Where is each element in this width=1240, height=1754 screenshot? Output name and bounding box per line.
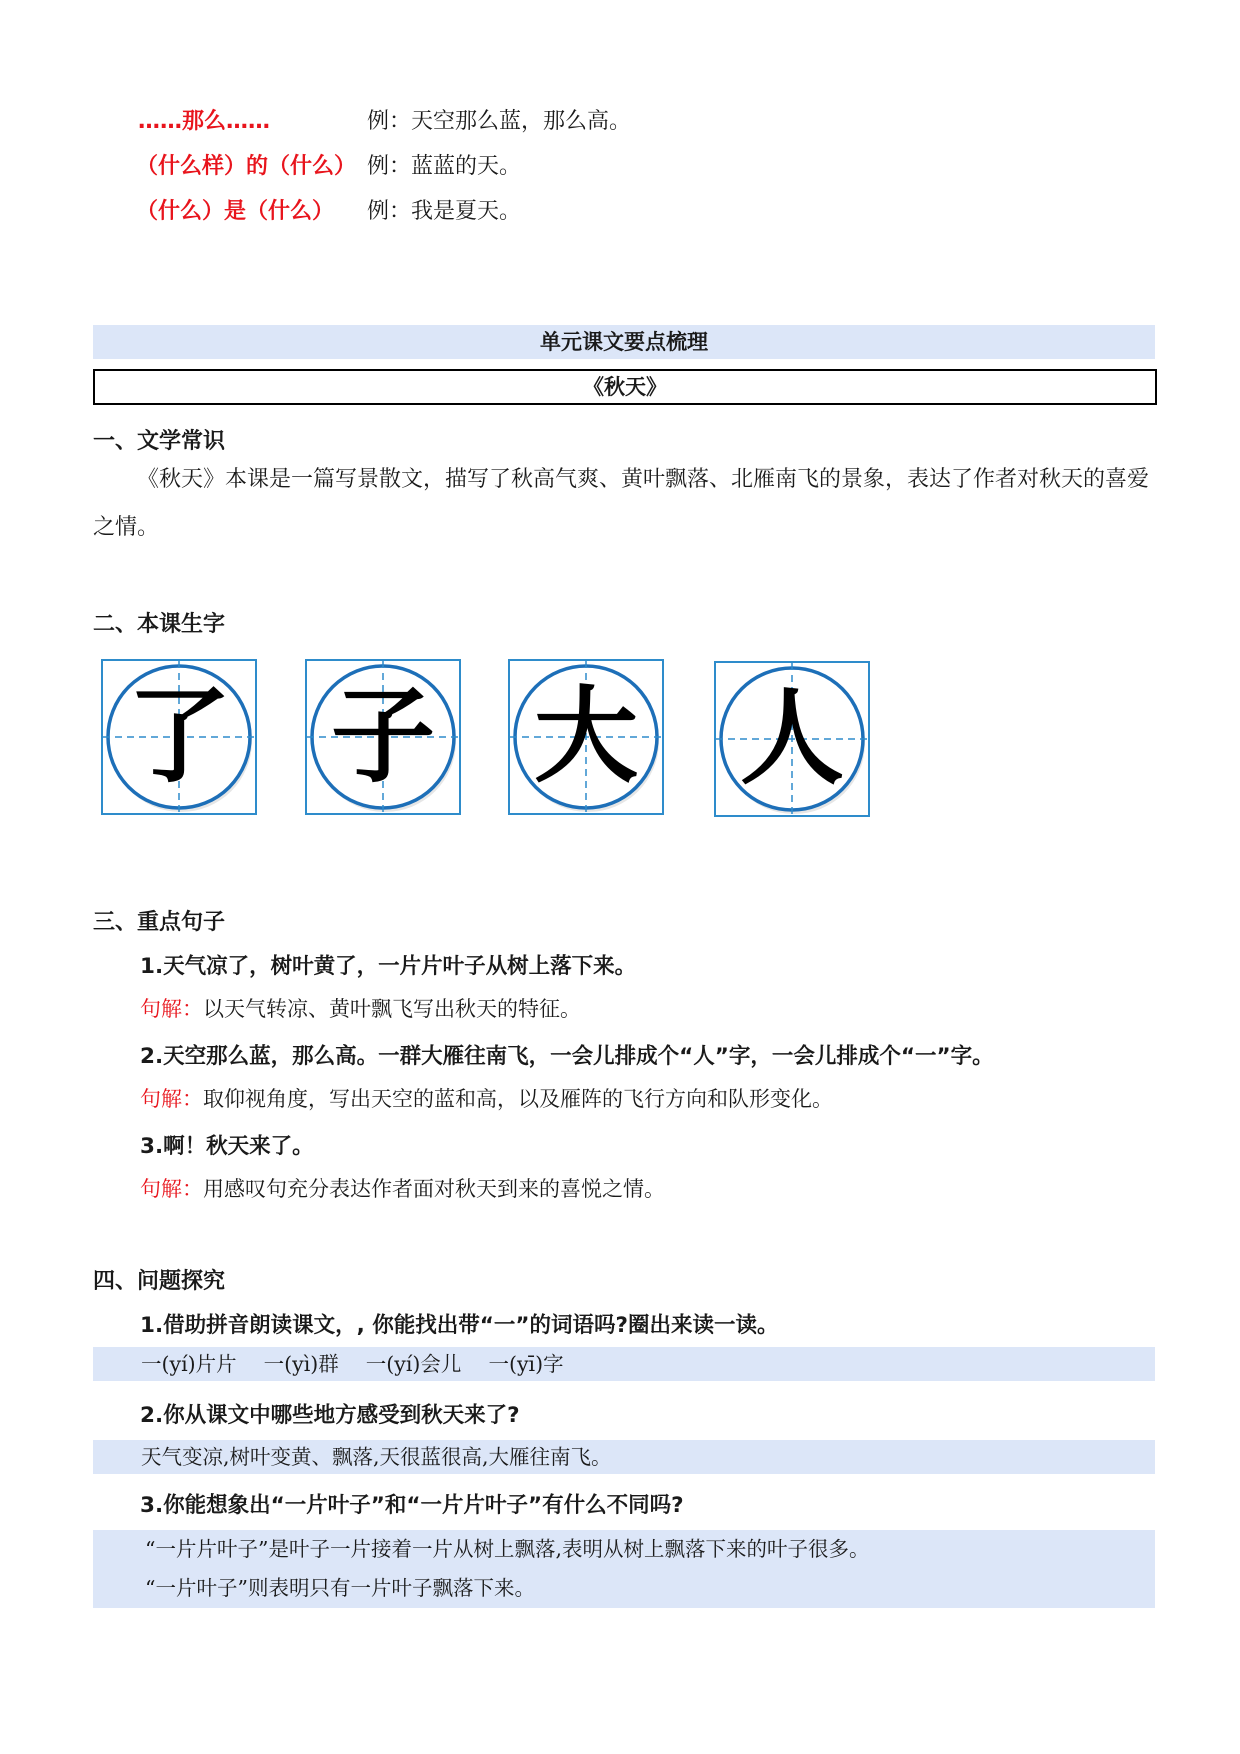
question: 1.借助拼音朗读课文，, 你能找出带“一”的词语吗?圈出来读一读。: [140, 1313, 779, 1338]
pattern-example: 例：天空那么蓝，那么高。: [367, 109, 632, 134]
pattern-text: ……那么……: [138, 109, 271, 134]
answer-text: “一片片叶子”是叶子一片接着一片从树上飘落,表明从树上飘落下来的叶子很多。: [145, 1537, 870, 1561]
question: 3.你能想象出“一片叶子”和“一片片叶子”有什么不同吗?: [140, 1493, 684, 1518]
tian-grid-icon: [305, 659, 461, 815]
answer-text: “一片叶子”则表明只有一片叶子飘落下来。: [145, 1576, 535, 1600]
note-text: 以天气转凉、黄叶飘飞写出秋天的特征。: [203, 997, 581, 1021]
char-text: 大: [533, 674, 639, 797]
heading-questions: 四、问题探究: [93, 1269, 226, 1294]
note-label: 句解：: [140, 1087, 203, 1111]
char-tile: [714, 661, 870, 817]
char-text: 人: [739, 676, 845, 799]
pattern-example: 例：蓝蓝的天。: [367, 154, 522, 179]
key-sentence: 3.啊！秋天来了。: [140, 1134, 314, 1159]
pattern-text: （什么）是（什么）: [136, 199, 335, 224]
note-label: 句解：: [140, 1177, 203, 1201]
answer-text: 一(yí)片片 一(yì)群 一(yí)会儿 一(yī)字: [141, 1352, 564, 1376]
char-text: 了: [126, 674, 232, 797]
tian-grid-icon: [101, 659, 257, 815]
pattern-row: [0, 149, 1240, 179]
note-text: 取仰视角度，写出天空的蓝和高，以及雁阵的飞行方向和队形变化。: [203, 1087, 833, 1111]
answer-box: [93, 1347, 1155, 1381]
key-sentence: 1.天气凉了，树叶黄了，一片片叶子从树上落下来。: [140, 954, 637, 979]
key-sentence: 2.天空那么蓝，那么高。一群大雁往南飞，一会儿排成个“人”字，一会儿排成个“一”字。: [140, 1044, 994, 1069]
pattern-row: [0, 104, 1240, 134]
sentence-note: [140, 993, 581, 1023]
answer-box: [93, 1530, 1155, 1608]
note-text: 用感叹句充分表达作者面对秋天到来的喜悦之情。: [203, 1177, 665, 1201]
lesson-title: 《秋天》: [93, 369, 1157, 405]
heading-key-sentences: 三、重点句子: [93, 910, 226, 935]
section-title: 单元课文要点梳理: [93, 325, 1155, 359]
answer-box: [93, 1440, 1155, 1474]
literary-text: 《秋天》本课是一篇写景散文，描写了秋高气爽、黄叶飘落、北雁南飞的景象，表达了作者对秋天的喜爱之情。: [93, 467, 1150, 540]
char-tile: [305, 659, 461, 815]
char-tile: [508, 659, 664, 815]
question: 2.你从课文中哪些地方感受到秋天来了?: [140, 1403, 520, 1428]
sentence-note: [140, 1083, 833, 1113]
pattern-row: [0, 194, 1240, 224]
note-label: 句解：: [140, 997, 203, 1021]
heading-literary: 一、文学常识: [93, 429, 226, 454]
heading-characters: 二、本课生字: [93, 612, 226, 637]
char-text: 子: [330, 674, 436, 797]
sentence-note: [140, 1173, 665, 1203]
char-tile: [101, 659, 257, 815]
answer-text: 天气变凉,树叶变黄、飘落,天很蓝很高,大雁往南飞。: [141, 1445, 612, 1469]
tian-grid-icon: [714, 661, 870, 817]
pattern-example: 例：我是夏天。: [367, 199, 522, 224]
pattern-text: （什么样）的（什么）: [136, 154, 357, 179]
tian-grid-icon: [508, 659, 664, 815]
